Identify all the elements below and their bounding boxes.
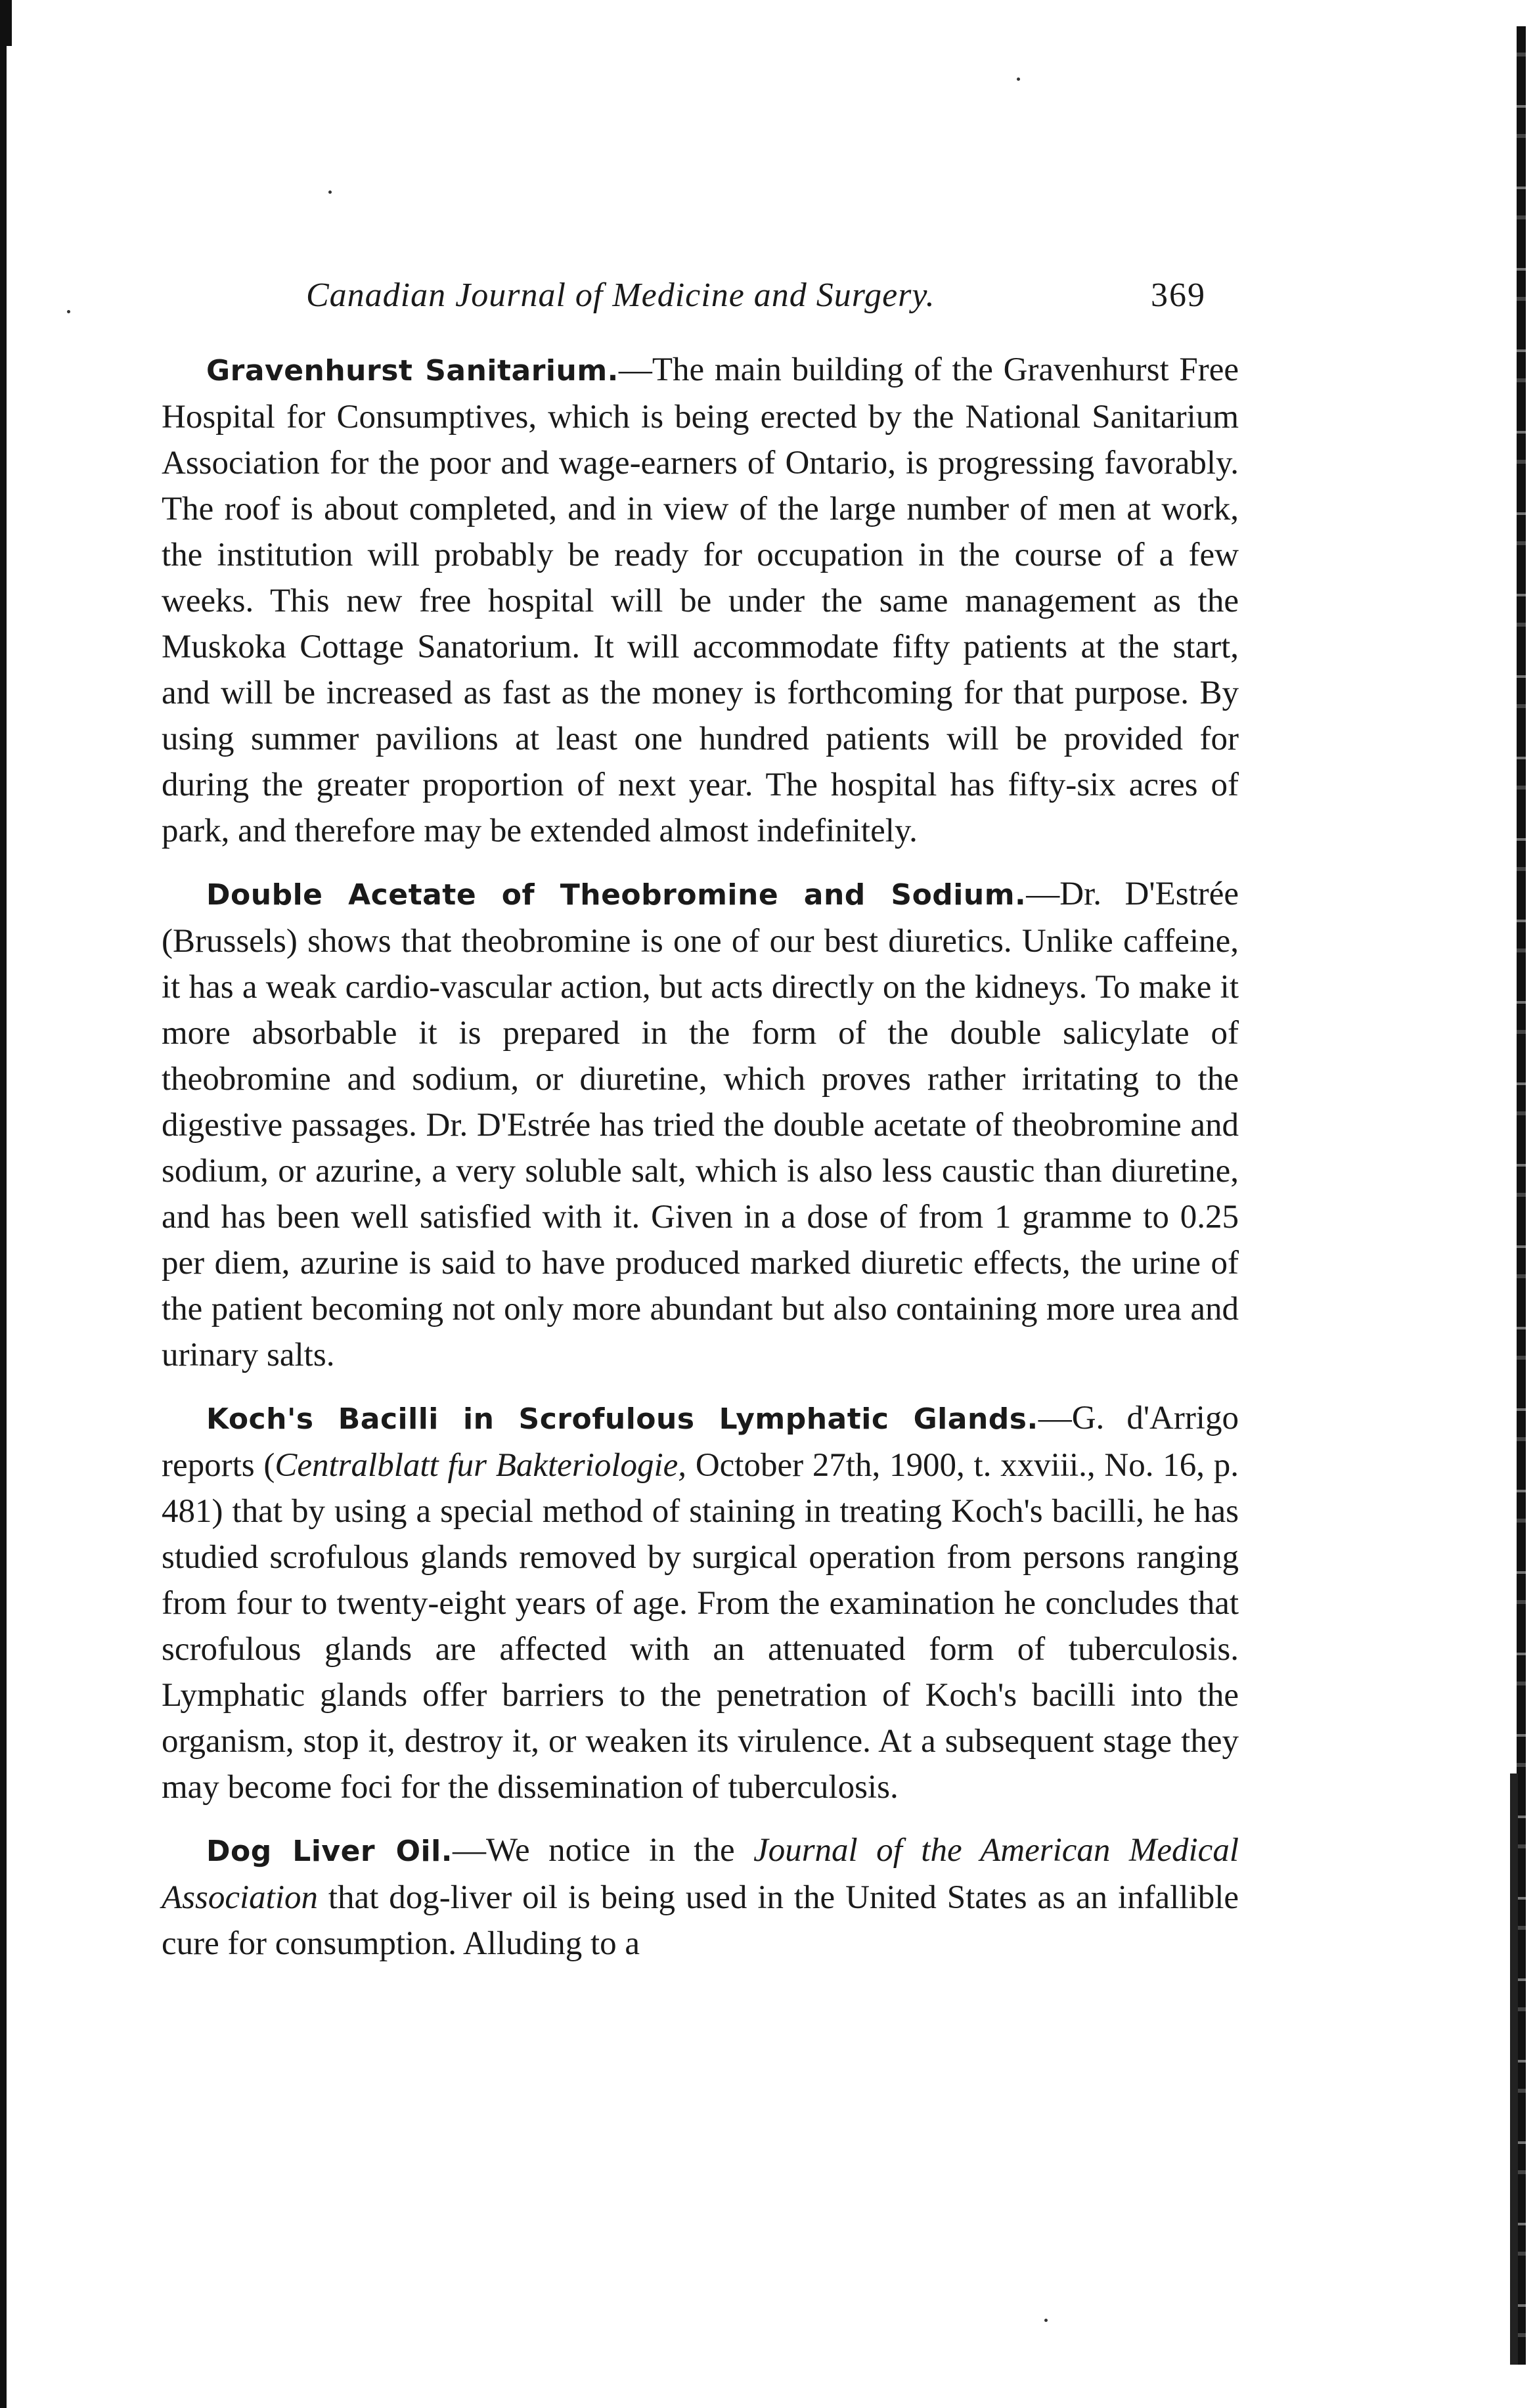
article-heading: Double Acetate of Theobromine and Sodium.	[206, 878, 1027, 912]
citation: Centralblatt fur Bakteriologie,	[275, 1447, 687, 1484]
document-page	[162, 276, 1239, 1967]
article-heading: Koch's Bacilli in Scrofulous Lymphatic Glands.	[206, 1402, 1038, 1436]
article-body: —Dr. D'Estrée (Brussels) shows that theobromine is one of our best diuretics. Unlike caffeine, it has a weak cardio-vascular action, but acts directly on the kidneys. To make it more absorbable it is prepared in the form of the double salicylate of theobromine and sodium, or diuretine, which proves rather irritating to the digestive passages. Dr. D'Estrée has tried the double acetate of theobromine and sodium, or azurine, a very soluble salt, which is also less caustic than diuretine, and has been well satisfied with it. Given in a dose of from 1 gramme to 0.25 per diem, azurine is said to have produced marked diuretic effects, the urine of the patient becoming not only more abundant but also containing more urea and urinary salts.	[162, 876, 1239, 1373]
running-head	[162, 276, 1239, 335]
scan-speck	[328, 190, 332, 194]
scan-border-right-lower	[1510, 1773, 1518, 2365]
citation: Journal of the American Medical Association	[162, 1832, 1239, 1916]
article-kochs-bacilli	[162, 1395, 1239, 1810]
scan-speck	[1017, 78, 1020, 81]
scan-speck	[1044, 2319, 1048, 2322]
article-body: —The main building of the Gravenhurst Free Hospital for Consumptives, which is being erected by the National Sanitarium Association for the poor and wage-earners of Ontario, is progressing favorably. The roof is about completed, and in view of the large number of men at work, the institution will probably be ready for occupation in the course of a few weeks. This new free hospital will be under the same management as the Muskoka Cottage Sanatorium. It will accommodate fifty patients at the start, and will be increased as fast as the money is forthcoming for that purpose. By using summer pavilions at least one hundred patients will be provided for during the greater proportion of next year. The hospital has fifty-six acres of park, and therefore may be extended almost indefinitely.	[162, 351, 1239, 849]
article-dog-liver-oil	[162, 1827, 1239, 1967]
scan-border-right	[1517, 26, 1526, 2365]
scan-border-left	[0, 0, 7, 2408]
article-body: October 27th, 1900, t. xxviii., No. 16, p. 481) that by using a special method of staining in treating Koch's bacilli, he has studied scrofulous glands removed by surgical operation from persons ranging from four to twenty-eight years of age. From the examination he concludes that scrofulous glands are affected with an attenuated form of tuberculosis. Lymphatic glands offer barriers to the penetration of Koch's bacilli into the organism, stop it, destroy it, or weaken its virulence. At a subsequent stage they may become foci for the dissemination of tuberculosis.	[162, 1447, 1239, 1806]
scan-speck	[67, 310, 70, 313]
article-body-intro: —G. d'Arrigo reports (	[162, 1400, 1239, 1484]
scan-border-corner	[7, 0, 12, 46]
article-heading: Dog Liver Oil.	[206, 1835, 453, 1868]
article-heading: Gravenhurst Sanitarium.	[206, 354, 619, 388]
article-body-intro: —We notice in the	[452, 1832, 754, 1869]
journal-title: Canadian Journal of Medicine and Surgery.	[306, 277, 935, 314]
page-number: 369	[1151, 277, 1206, 314]
article-gravenhurst-sanitarium	[162, 347, 1239, 854]
article-body: that dog-liver oil is being used in the United States as an infallible cure for consumption. Alluding to a	[162, 1879, 1239, 1962]
article-double-acetate	[162, 871, 1239, 1378]
